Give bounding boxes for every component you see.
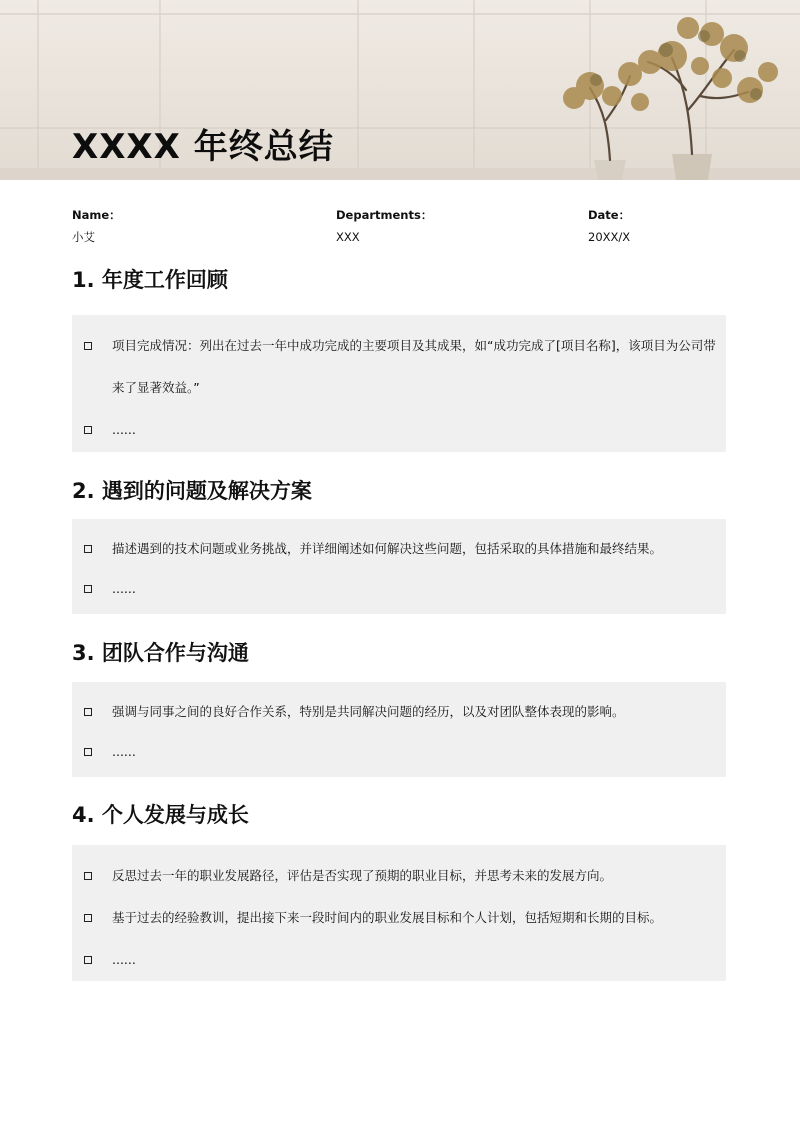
list-item [72,897,726,939]
list-item [72,732,726,772]
checkbox-icon[interactable] [84,426,92,434]
date-value: 20XX/X [588,230,631,244]
section-title-problems-solutions: 2. 遇到的问题及解决方案 [72,479,312,503]
page-title: XXXX 年终总结 [72,127,334,167]
section-title-personal-growth: 4. 个人发展与成长 [72,803,249,827]
list-item-text: 反思过去一年的职业发展路径，评估是否实现了预期的职业目标，并思考未来的发展方向。 [112,868,613,883]
list-item-text: 项目完成情况：列出在过去一年中成功完成的主要项目及其成果，如“成功完成了[项目名称]，该项目为公司带来了显著效益。” [112,338,716,395]
list-item-text: 基于过去的经验教训，提出接下来一段时间内的职业发展目标和个人计划，包括短期和长期的目标。 [112,910,663,925]
list-item-text: 强调与同事之间的良好合作关系，特别是共同解决问题的经历，以及对团队整体表现的影响。 [112,704,625,719]
checkbox-icon[interactable] [84,342,92,350]
list-item [72,855,726,897]
list-item-text: ...... [112,581,136,596]
list-item [72,569,726,609]
section-box-personal-growth [72,845,726,981]
section-box-teamwork [72,682,726,777]
checkbox-icon[interactable] [84,956,92,964]
date-label: Date： [588,208,631,222]
list-item [72,409,726,451]
header-banner [0,0,800,180]
list-item-text: ...... [112,422,136,437]
meta-date [588,206,630,246]
meta-name [72,206,121,246]
section-title-teamwork: 3. 团队合作与沟通 [72,641,249,665]
checkbox-icon[interactable] [84,585,92,593]
checkbox-icon[interactable] [84,708,92,716]
list-item-text: ...... [112,744,136,759]
meta-department [336,206,432,246]
list-item-text: ...... [112,952,136,967]
list-item [72,325,726,409]
department-label: Departments： [336,208,433,222]
section-title-work-review: 1. 年度工作回顾 [72,268,228,292]
checkbox-icon[interactable] [84,545,92,553]
list-item [72,939,726,981]
name-value: 小艾 [72,230,95,244]
name-label: Name： [72,208,121,222]
section-box-work-review [72,315,726,452]
checkbox-icon[interactable] [84,748,92,756]
checkbox-icon[interactable] [84,872,92,880]
list-item [72,692,726,732]
list-item-text: 描述遇到的技术问题或业务挑战，并详细阐述如何解决这些问题，包括采取的具体措施和最终结果。 [112,541,663,556]
department-value: XXX [336,230,360,244]
checkbox-icon[interactable] [84,914,92,922]
list-item [72,529,726,569]
section-box-problems-solutions [72,519,726,614]
